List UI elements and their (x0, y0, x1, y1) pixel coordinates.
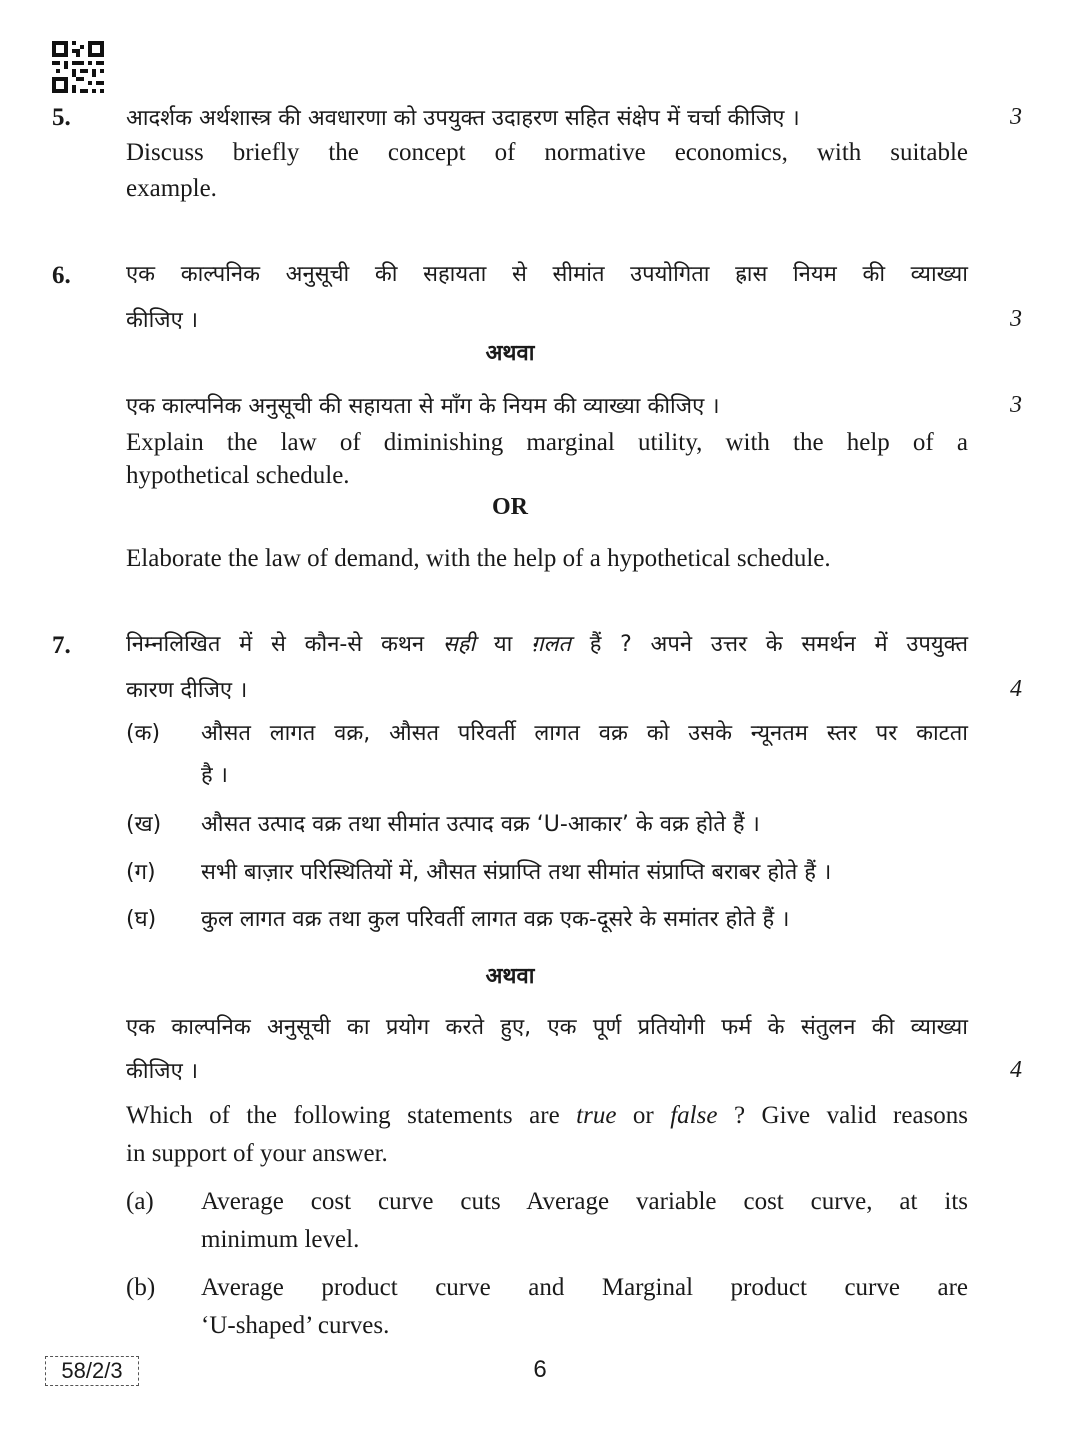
question-7-item-label-gha: (घ) (126, 907, 157, 932)
question-7-item-label-b: (b) (126, 1274, 156, 1301)
question-7-marks-1: 4 (1010, 676, 1022, 702)
question-7-item-a-line-2: minimum level. (201, 1226, 360, 1253)
question-7-english-or: or (632, 1102, 654, 1129)
question-5-marks: 3 (1010, 104, 1022, 130)
question-7-hindi-suffix: हैं ? अपने उत्तर के समर्थन में उपयुक्त (589, 632, 969, 657)
question-6-hindi-line-2: कीजिए । (126, 308, 199, 333)
question-6-hindi-line-1: एक काल्पनिक अनुसूची की सहायता से सीमांत उपयोगिता ह्रास नियम की व्याख्या (126, 262, 968, 287)
question-5-english-line-2: example. (126, 175, 217, 202)
question-7-english-line-2: in support of your answer. (126, 1140, 388, 1167)
question-7-hindi-prefix: निम्नलिखित में से कौन-से कथन (126, 632, 425, 657)
qr-code-icon (52, 41, 104, 93)
question-7-or-hindi: अथवा (485, 964, 535, 989)
question-7-item-label-ka: (क) (126, 721, 161, 746)
question-6-marks-1: 3 (1010, 306, 1022, 332)
question-6-english-line-2: hypothetical schedule. (126, 462, 350, 489)
question-6-alternative-hindi: एक काल्पनिक अनुसूची की सहायता से माँग के नियम की व्याख्या कीजिए । (126, 394, 720, 419)
question-7-hindi-or: या (493, 632, 513, 657)
question-7-english-false: false (670, 1102, 718, 1129)
question-7-item-b-line-1: Average product curve and Marginal product curve are (201, 1274, 968, 1301)
question-5-hindi-text: आदर्शक अर्थशास्त्र की अवधारणा को उपयुक्त उदाहरण सहित संक्षेप में चर्चा कीजिए । (126, 106, 800, 131)
question-7-item-kha: औसत उत्पाद वक्र तथा सीमांत उत्पाद वक्र ‘U-आकार’ के वक्र होते हैं । (201, 812, 760, 837)
question-7-english-suffix: ? Give valid reasons (733, 1102, 969, 1129)
paper-code-box: 58/2/3 (45, 1356, 139, 1386)
question-7-hindi-line-1 (126, 628, 968, 658)
question-6-alternative-english: Elaborate the law of demand, with the help of a hypothetical schedule. (126, 545, 831, 572)
question-7-item-ga: सभी बाज़ार परिस्थितियों में, औसत संप्राप्ति तथा सीमांत संप्राप्ति बराबर होते हैं । (201, 860, 832, 885)
question-6-or-hindi: अथवा (485, 341, 535, 366)
question-7-number: 7. (52, 632, 71, 659)
question-7-item-label-ga: (ग) (126, 860, 156, 885)
question-7-item-label-kha: (ख) (126, 812, 162, 837)
question-7-item-label-a: (a) (126, 1188, 154, 1215)
question-7-item-b-line-2: ‘U-shaped’ curves. (201, 1312, 390, 1339)
question-7-item-a-line-1: Average cost curve cuts Average variable cost curve, at its (201, 1188, 968, 1215)
question-7-item-ka-line-2: है । (201, 763, 229, 788)
page-number: 6 (533, 1356, 547, 1383)
question-7-item-gha: कुल लागत वक्र तथा कुल परिवर्ती लागत वक्र एक-दूसरे के समांतर होते हैं । (201, 907, 790, 932)
question-7-item-ka-line-1: औसत लागत वक्र, औसत परिवर्ती लागत वक्र को उसके न्यूनतम स्तर पर काटता (201, 721, 968, 746)
question-5-number: 5. (52, 104, 71, 131)
question-6-number: 6. (52, 262, 71, 289)
question-6-or-english: OR (492, 494, 528, 520)
question-6-english-line-1: Explain the law of diminishing marginal utility, with the help of a (126, 429, 968, 456)
question-7-hindi-line-2: कारण दीजिए । (126, 678, 248, 703)
question-5-english-line-1: Discuss briefly the concept of normative economics, with suitable (126, 139, 968, 166)
question-7-alternative-hindi-line-2: कीजिए । (126, 1059, 199, 1084)
question-7-hindi-true: सही (442, 632, 476, 657)
question-7-marks-2: 4 (1010, 1057, 1022, 1083)
question-7-english-line-1 (126, 1102, 968, 1130)
question-7-alternative-hindi-line-1: एक काल्पनिक अनुसूची का प्रयोग करते हुए, एक पूर्ण प्रतियोगी फर्म के संतुलन की व्याख्या (126, 1015, 968, 1040)
question-6-marks-2: 3 (1010, 392, 1022, 418)
question-7-english-prefix: Which of the following statements are (126, 1102, 560, 1129)
question-7-hindi-false: ग़लत (531, 632, 571, 657)
question-7-english-true: true (576, 1102, 617, 1129)
